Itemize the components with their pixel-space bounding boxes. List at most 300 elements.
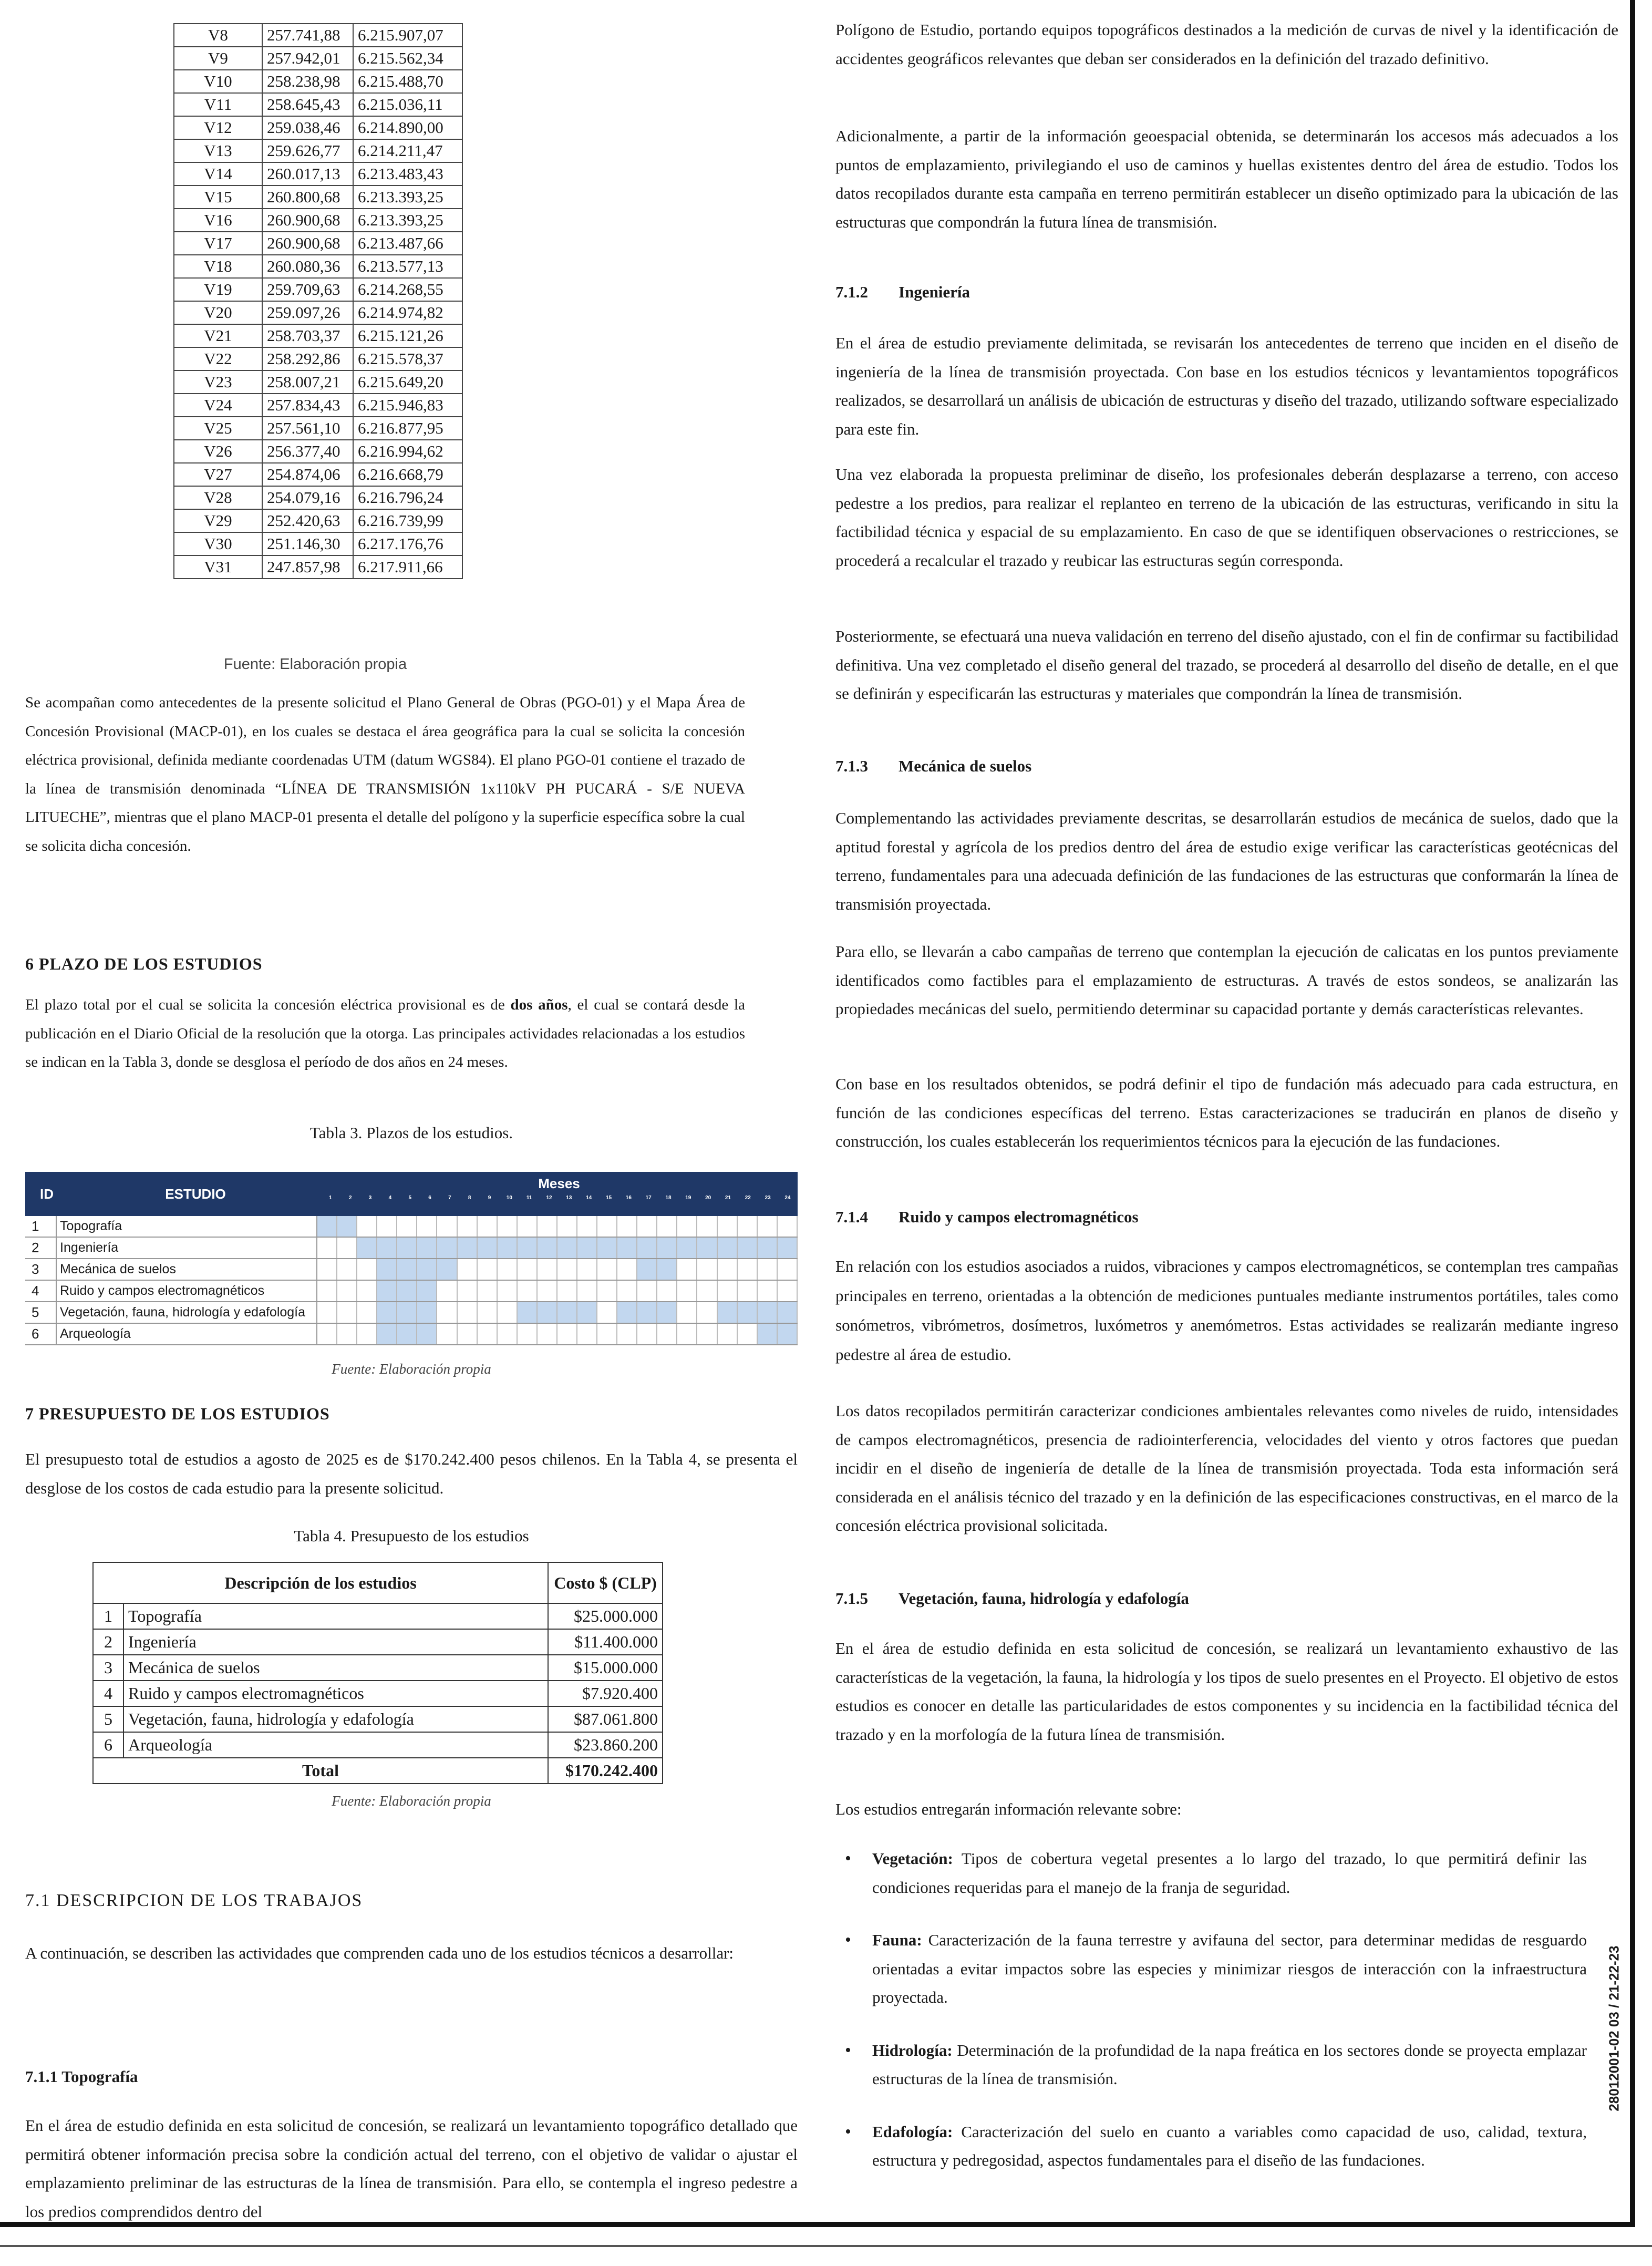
gantt-month-label: 12	[546, 1195, 552, 1201]
coord-north: 6.214.890,00	[353, 116, 462, 139]
gantt-cell	[738, 1216, 758, 1237]
gantt-cell	[738, 1302, 758, 1323]
gantt-cell	[617, 1302, 637, 1323]
gantt-month-label: 17	[645, 1195, 652, 1201]
vegetacion-p1: En el área de estudio definida en esta solicitud de concesión, se realizará un levantamiento exhaustivo de las características de la vegetación, la fauna, la hidrología y los tipos de suelo presentes en el Proyecto. El objetivo de estos estudios es conocer en detalle las particularidades de estos componentes y su incidencia en la factibilidad técnica del trazado y en la morfología de la futura línea de transmisión.	[835, 1639, 1618, 1744]
gantt-cell	[778, 1259, 798, 1280]
coords-row	[174, 186, 462, 209]
gantt-cell	[597, 1281, 617, 1301]
gantt-row-id: 4	[25, 1281, 57, 1301]
gantt-cell	[417, 1281, 437, 1301]
coord-north: 6.213.393,25	[353, 186, 462, 209]
coord-east: 260.900,68	[262, 209, 353, 232]
vertex-id: V8	[174, 24, 262, 47]
budget-row-cost: $25.000.000	[548, 1603, 663, 1629]
gantt-cell	[718, 1324, 738, 1344]
coord-east: 247.857,98	[262, 555, 353, 579]
gantt-cell	[718, 1259, 738, 1280]
budget-row-description: Ruido y campos electromagnéticos	[123, 1681, 548, 1706]
vertex-id: V28	[174, 486, 262, 509]
gantt-cell	[778, 1281, 798, 1301]
gantt-cell	[518, 1302, 538, 1323]
gantt-cell	[337, 1238, 357, 1258]
gantt-cell	[557, 1216, 577, 1237]
gantt-cell	[377, 1259, 397, 1280]
section-7-1-heading: 7.1 DESCRIPCION DE LOS TRABAJOS	[25, 1891, 363, 1910]
gantt-header-id: ID	[40, 1186, 54, 1202]
gantt-cell	[738, 1281, 758, 1301]
vertex-id: V9	[174, 47, 262, 70]
coords-row	[174, 417, 462, 440]
gantt-cell	[597, 1324, 617, 1344]
gantt-cell	[437, 1216, 457, 1237]
coords-row	[174, 255, 462, 278]
section-6-paragraph: El plazo total por el cual se solicita la concesión eléctrica provisional es de dos años, el cual se contará desde la publicación en el Diario Oficial de la resolución que la otorga. Las principales actividades relacionadas a los estudios se indican en la Tabla 3, donde se desglosa el período de dos años en 24 meses.	[25, 996, 745, 1070]
coord-east: 258.703,37	[262, 324, 353, 347]
gantt-cell	[778, 1302, 798, 1323]
gantt-cell	[357, 1259, 377, 1280]
studies-bullet-list	[835, 1845, 1587, 2175]
gantt-month-label: 7	[448, 1195, 451, 1201]
gantt-cell	[677, 1259, 697, 1280]
gantt-row	[25, 1238, 798, 1259]
gantt-month-label: 22	[745, 1195, 751, 1201]
gantt-cell	[458, 1302, 478, 1323]
gantt-cell	[377, 1216, 397, 1237]
gantt-cell	[538, 1259, 557, 1280]
gantt-cell	[337, 1259, 357, 1280]
gantt-cell	[498, 1324, 518, 1344]
gantt-cell	[317, 1259, 337, 1280]
budget-row-description: Mecánica de suelos	[123, 1655, 548, 1681]
table-3-source: Fuente: Elaboración propia	[332, 1361, 491, 1377]
gantt-cell	[437, 1324, 457, 1344]
budget-row	[93, 1732, 663, 1758]
vertex-id: V31	[174, 555, 262, 579]
budget-row-description: Topografía	[123, 1603, 548, 1629]
gantt-cell	[518, 1324, 538, 1344]
gantt-cell	[617, 1259, 637, 1280]
gantt-cell	[417, 1238, 437, 1258]
section-7-heading: 7 PRESUPUESTO DE LOS ESTUDIOS	[25, 1404, 330, 1423]
gantt-row-id: 2	[25, 1238, 57, 1258]
study-bullet-text: Caracterización de la fauna terrestre y avifauna del sector, para determinar medidas de resguardo orientadas a evitar impactos sobre las especies y minimizar riesgos de interacción con la infraestructura proyectada.	[872, 1931, 1587, 2006]
budget-row	[93, 1706, 663, 1732]
gantt-month-label: 20	[705, 1195, 711, 1201]
gantt-cell	[357, 1324, 377, 1344]
coords-row	[174, 486, 462, 509]
coord-east: 258.007,21	[262, 370, 353, 394]
study-bullet-item	[835, 1845, 1587, 1902]
gantt-cell	[417, 1302, 437, 1323]
gantt-month-label: 21	[725, 1195, 731, 1201]
gantt-month-label: 5	[408, 1195, 411, 1201]
coords-table-source: Fuente: Elaboración propia	[223, 656, 407, 673]
gantt-cell	[637, 1259, 657, 1280]
gantt-cell	[317, 1238, 337, 1258]
gantt-cell	[657, 1302, 677, 1323]
gantt-cell	[498, 1259, 518, 1280]
section-7-1-1-heading: 7.1.1 Topografía	[25, 2067, 138, 2086]
coords-row	[174, 555, 462, 579]
vertex-id: V30	[174, 532, 262, 555]
gantt-cell	[677, 1216, 697, 1237]
gantt-cell	[498, 1216, 518, 1237]
gantt-cell	[377, 1281, 397, 1301]
gantt-month-label: 14	[586, 1195, 592, 1201]
gantt-cell	[758, 1216, 778, 1237]
vertex-id: V10	[174, 70, 262, 93]
budget-row-number: 4	[93, 1681, 123, 1706]
coords-row	[174, 463, 462, 486]
coord-north: 6.214.974,82	[353, 301, 462, 324]
accesos-paragraph: Adicionalmente, a partir de la información geoespacial obtenida, se determinarán los accesos más adecuados a los puntos de emplazamiento, privilegiando el uso de caminos y huellas existentes dentro del área de estudio. Todos los datos recopilados durante esta campaña en terreno permitirán establecer un diseño optimizado para la ubicación de las estructuras que compondrán la futura línea de transmisión.	[835, 127, 1618, 231]
page-frame-right	[1630, 0, 1635, 2227]
gantt-header-months: Meses	[538, 1175, 580, 1191]
gantt-cell	[397, 1216, 417, 1237]
gantt-cell	[458, 1216, 478, 1237]
gantt-month-label: 6	[428, 1195, 431, 1201]
study-bullet-term: Edafología:	[872, 2122, 953, 2141]
gantt-cell	[657, 1281, 677, 1301]
gantt-cell	[377, 1238, 397, 1258]
page-footer-line	[0, 2245, 1652, 2247]
gantt-cell	[337, 1281, 357, 1301]
gantt-cell	[377, 1324, 397, 1344]
budget-header-cost: Costo $ (CLP)	[548, 1562, 663, 1603]
gantt-cell	[458, 1259, 478, 1280]
gantt-row-study: Ingeniería	[57, 1238, 317, 1258]
coord-east: 260.900,68	[262, 232, 353, 255]
gantt-cell	[758, 1259, 778, 1280]
gantt-cell	[478, 1259, 498, 1280]
gantt-cell	[738, 1238, 758, 1258]
coord-east: 258.238,98	[262, 70, 353, 93]
ruido-p1: En relación con los estudios asociados a ruidos, vibraciones y campos electromagnéticos, se contemplan tres campañas principales en terreno, orientadas a la obtención de mediciones puntuales mediante instrumentos portátiles, tales como sonómetros, vibrómetros, dosímetros, luxómetros y anemómetros. Estas actividades se realizarán mediante ingreso pedestre al área de estudio.	[835, 1257, 1618, 1364]
gantt-row	[25, 1216, 798, 1238]
gantt-cell	[597, 1216, 617, 1237]
gantt-cell	[778, 1238, 798, 1258]
gantt-cell	[557, 1259, 577, 1280]
section-7-1-paragraph: A continuación, se describen las actividades que comprenden cada uno de los estudios técnicos a desarrollar:	[25, 1944, 734, 1962]
gantt-month-label: 1	[329, 1195, 332, 1201]
coord-north: 6.216.994,62	[353, 440, 462, 463]
coord-east: 260.800,68	[262, 186, 353, 209]
gantt-cell	[758, 1324, 778, 1344]
section-7-1-3-heading: 7.1.3 Mecánica de suelos	[835, 757, 1032, 775]
coord-east: 259.097,26	[262, 301, 353, 324]
budget-row-cost: $7.920.400	[548, 1681, 663, 1706]
budget-row	[93, 1603, 663, 1629]
gantt-cell	[317, 1216, 337, 1237]
gantt-cell	[738, 1259, 758, 1280]
gantt-cell	[657, 1259, 677, 1280]
budget-table	[92, 1562, 663, 1784]
study-bullet-text: Caracterización del suelo en cuanto a variables como capacidad de uso, calidad, textura, estructura y pedregosidad, aspectos fundamentales para el diseño de las fundaciones.	[872, 2122, 1587, 2169]
coord-east: 252.420,63	[262, 509, 353, 532]
gantt-cell	[617, 1324, 637, 1344]
gantt-cell	[458, 1324, 478, 1344]
coord-north: 6.215.036,11	[353, 93, 462, 116]
vertex-id: V14	[174, 162, 262, 186]
coords-row	[174, 370, 462, 394]
gantt-cell	[697, 1259, 717, 1280]
gantt-cell	[498, 1281, 518, 1301]
vertex-id: V18	[174, 255, 262, 278]
gantt-cell	[697, 1324, 717, 1344]
ingenieria-p3: Posteriormente, se efectuará una nueva validación en terreno del diseño ajustado, con el fin de confirmar su factibilidad definitiva. Una vez completado el diseño general del trazado, se procederá al desarrollo del diseño de detalle, en el que se definirán y especificarán las estructuras y materiales que compondrán la línea de transmisión.	[835, 627, 1618, 703]
coord-north: 6.214.268,55	[353, 278, 462, 301]
coords-row	[174, 347, 462, 370]
coords-row	[174, 301, 462, 324]
gantt-cell	[357, 1238, 377, 1258]
mecanica-p1: Complementando las actividades previamente descritas, se desarrollarán estudios de mecánica de suelos, dado que la aptitud forestal y agrícola de los predios dentro del área de estudio exige verificar las características geotécnicas del terreno, fundamentales para una adecuada definición de las fundaciones de las estructuras que conformarán la línea de transmisión proyectada.	[835, 809, 1618, 913]
gantt-month-label: 19	[685, 1195, 691, 1201]
gantt-cell	[557, 1238, 577, 1258]
coords-row	[174, 278, 462, 301]
vertex-id: V22	[174, 347, 262, 370]
study-bullet-term: Vegetación:	[872, 1849, 953, 1868]
gantt-cell	[597, 1259, 617, 1280]
gantt-cell	[478, 1302, 498, 1323]
gantt-cell	[417, 1324, 437, 1344]
gantt-cell	[657, 1324, 677, 1344]
coord-north: 6.215.907,07	[353, 24, 462, 47]
vertex-id: V12	[174, 116, 262, 139]
gantt-cell	[677, 1238, 697, 1258]
gantt-cell	[617, 1238, 637, 1258]
coord-north: 6.216.877,95	[353, 417, 462, 440]
section-6-heading: 6 PLAZO DE LOS ESTUDIOS	[25, 954, 263, 973]
coord-north: 6.213.577,13	[353, 255, 462, 278]
coord-east: 259.038,46	[262, 116, 353, 139]
gantt-cell	[437, 1281, 457, 1301]
gantt-row	[25, 1302, 798, 1324]
vertex-id: V13	[174, 139, 262, 162]
gantt-cell	[677, 1324, 697, 1344]
gantt-cell	[637, 1281, 657, 1301]
gantt-row-study: Arqueología	[57, 1324, 317, 1344]
coord-north: 6.215.946,83	[353, 394, 462, 417]
gantt-cell	[738, 1324, 758, 1344]
section-7-1-1-paragraph: En el área de estudio definida en esta solicitud de concesión, se realizará un levantamiento topográfico detallado que permitirá obtener información precisa sobre la condición actual del terreno, con el objetivo de validar o ajustar el emplazamiento preliminar de las estructuras de la línea de transmisión. Para ello, se contempla el ingreso pedestre a los predios comprendidos dentro del	[25, 2116, 798, 2221]
coords-row	[174, 394, 462, 417]
gantt-cell	[697, 1216, 717, 1237]
gantt-cell	[577, 1281, 597, 1301]
gantt-header-study: ESTUDIO	[165, 1186, 226, 1202]
gantt-cell	[677, 1302, 697, 1323]
gantt-month-label: 16	[625, 1195, 632, 1201]
gantt-cell	[458, 1238, 478, 1258]
gantt-cell	[337, 1216, 357, 1237]
gantt-cell	[478, 1281, 498, 1301]
gantt-row-study: Topografía	[57, 1216, 317, 1237]
budget-row-cost: $87.061.800	[548, 1706, 663, 1732]
gantt-cell	[637, 1324, 657, 1344]
coords-row	[174, 440, 462, 463]
gantt-row	[25, 1324, 798, 1345]
coord-north: 6.213.393,25	[353, 209, 462, 232]
gantt-cell	[478, 1324, 498, 1344]
gantt-month-numbers	[321, 1195, 798, 1216]
gantt-month-label: 18	[665, 1195, 672, 1201]
coord-north: 6.216.739,99	[353, 509, 462, 532]
budget-row-number: 2	[93, 1629, 123, 1655]
gantt-cell	[437, 1259, 457, 1280]
gantt-row-id: 6	[25, 1324, 57, 1344]
gantt-month-label: 3	[368, 1195, 372, 1201]
gantt-month-label: 4	[388, 1195, 392, 1201]
gantt-row-study: Ruido y campos electromagnéticos	[57, 1281, 317, 1301]
vertex-id: V21	[174, 324, 262, 347]
gantt-row-id: 5	[25, 1302, 57, 1323]
section-7-1-2-heading: 7.1.2 Ingeniería	[835, 283, 970, 301]
gantt-cell	[397, 1302, 417, 1323]
gantt-cell	[397, 1259, 417, 1280]
gantt-cell	[478, 1216, 498, 1237]
vegetacion-p2: Los estudios entregarán información relevante sobre:	[835, 1800, 1182, 1818]
coord-north: 6.213.487,66	[353, 232, 462, 255]
budget-row	[93, 1681, 663, 1706]
coord-east: 260.017,13	[262, 162, 353, 186]
study-bullet-text: Determinación de la profundidad de la napa freática en los sectores donde se proyecta emplazar estructuras de la línea de transmisión.	[872, 2041, 1587, 2088]
gantt-month-label: 13	[566, 1195, 572, 1201]
gantt-cell	[518, 1216, 538, 1237]
vertex-id: V16	[174, 209, 262, 232]
gantt-cell	[758, 1302, 778, 1323]
coord-east: 254.874,06	[262, 463, 353, 486]
gantt-cell	[597, 1238, 617, 1258]
mecanica-p3: Con base en los resultados obtenidos, se podrá definir el tipo de fundación más adecuado para cada estructura, en función de las condiciones específicas del terreno. Estas caracterizaciones se traducirán en planos de diseño y construcción, los cuales establecerán los requerimientos técnicos para la ejecución de las fundaciones.	[835, 1075, 1618, 1150]
table-4-source: Fuente: Elaboración propia	[332, 1793, 491, 1809]
gantt-month-label: 23	[765, 1195, 771, 1201]
coord-east: 257.942,01	[262, 47, 353, 70]
coord-north: 6.215.488,70	[353, 70, 462, 93]
budget-row-description: Arqueología	[123, 1732, 548, 1758]
gantt-row-study: Vegetación, fauna, hidrología y edafología	[57, 1302, 317, 1323]
vertex-id: V15	[174, 186, 262, 209]
coords-row	[174, 232, 462, 255]
budget-total-row	[93, 1758, 663, 1784]
coord-east: 257.834,43	[262, 394, 353, 417]
gantt-cell	[458, 1281, 478, 1301]
budget-row	[93, 1629, 663, 1655]
budget-row-description: Ingeniería	[123, 1629, 548, 1655]
coord-north: 6.213.483,43	[353, 162, 462, 186]
gantt-month-label: 11	[526, 1195, 532, 1201]
budget-row-number: 1	[93, 1603, 123, 1629]
mecanica-p2: Para ello, se llevarán a cabo campañas de terreno que contemplan la ejecución de calicatas en los puntos previamente identificados como factibles para el emplazamiento de estructuras. A través de estos sondeos, se analizarán las propiedades mecánicas del suelo, permitiendo determinar su capacidad portante y demás características relevantes.	[835, 942, 1618, 1018]
coord-north: 6.216.668,79	[353, 463, 462, 486]
gantt-cell	[337, 1324, 357, 1344]
gantt-cell	[577, 1259, 597, 1280]
vertex-id: V29	[174, 509, 262, 532]
gantt-cell	[577, 1302, 597, 1323]
coords-row	[174, 209, 462, 232]
coord-east: 258.645,43	[262, 93, 353, 116]
ingenieria-p2: Una vez elaborada la propuesta preliminar de diseño, los profesionales deberán desplazarse a terreno, con acceso pedestre a los predios, para realizar el replanteo en terreno de la ubicación de las estructuras, verificando in situ la factibilidad técnica y espacial de su emplazamiento. En caso de que se identifiquen observaciones o restricciones, se procederá a recalcular el trazado y reubicar las estructuras según corresponda.	[835, 465, 1618, 570]
gantt-cell	[397, 1281, 417, 1301]
gantt-cell	[317, 1302, 337, 1323]
study-bullet-term: Hidrología:	[872, 2041, 953, 2059]
gantt-month-label: 8	[468, 1195, 471, 1201]
budget-row-number: 3	[93, 1655, 123, 1681]
coord-east: 254.079,16	[262, 486, 353, 509]
vertex-id: V26	[174, 440, 262, 463]
gantt-cell	[697, 1238, 717, 1258]
study-bullet-item	[835, 2118, 1587, 2175]
gantt-cell	[697, 1281, 717, 1301]
gantt-cell	[478, 1238, 498, 1258]
budget-row-cost: $11.400.000	[548, 1629, 663, 1655]
budget-row-cost: $15.000.000	[548, 1655, 663, 1681]
gantt-cell	[718, 1216, 738, 1237]
study-bullet-text: Tipos de cobertura vegetal presentes a lo largo del trazado, lo que permitirá definir las condiciones requeridas para el manejo de la franja de seguridad.	[872, 1849, 1587, 1897]
coord-north: 6.215.562,34	[353, 47, 462, 70]
gantt-cell	[577, 1216, 597, 1237]
study-bullet-item	[835, 2036, 1587, 2094]
gantt-cell	[498, 1302, 518, 1323]
gantt-cell	[577, 1238, 597, 1258]
gantt-cell	[718, 1302, 738, 1323]
gantt-cell	[317, 1324, 337, 1344]
gantt-cell	[357, 1302, 377, 1323]
vertex-id: V27	[174, 463, 262, 486]
budget-row-number: 5	[93, 1706, 123, 1732]
gantt-cell	[417, 1216, 437, 1237]
coords-row	[174, 24, 462, 47]
gantt-cell	[317, 1281, 337, 1301]
ruido-p2: Los datos recopilados permitirán caracterizar condiciones ambientales relevantes como niveles de ruido, intensidades de campos electromagnéticos, presencia de radiointerferencia, velocidades del viento y otros factores que puedan incidir en el diseño de ingeniería de detalle de la línea de transmisión proyectada. Toda esta información será considerada en el análisis técnico del trazado y en la definición de las especificaciones constructivas, en el marco de la concesión eléctrica provisional solicitada.	[835, 1402, 1618, 1534]
coord-north: 6.215.121,26	[353, 324, 462, 347]
gantt-cell	[397, 1324, 417, 1344]
coord-east: 260.080,36	[262, 255, 353, 278]
gantt-cell	[617, 1281, 637, 1301]
coord-east: 259.709,63	[262, 278, 353, 301]
gantt-cell	[538, 1238, 557, 1258]
gantt-row-id: 1	[25, 1216, 57, 1237]
vertical-stamp: 28012001-02 03 / 21-22-23	[1606, 1945, 1622, 2112]
gantt-cell	[597, 1302, 617, 1323]
gantt-cell	[417, 1259, 437, 1280]
coords-row	[174, 70, 462, 93]
coords-row	[174, 532, 462, 555]
gantt-cell	[538, 1281, 557, 1301]
gantt-month-label: 10	[506, 1195, 512, 1201]
gantt-cell	[617, 1216, 637, 1237]
gantt-cell	[718, 1238, 738, 1258]
gantt-cell	[778, 1324, 798, 1344]
gantt-month-label: 15	[605, 1195, 612, 1201]
coords-row	[174, 93, 462, 116]
study-schedule-gantt	[25, 1172, 798, 1345]
study-bullet-item	[835, 1926, 1587, 2012]
coord-north: 6.217.911,66	[353, 555, 462, 579]
gantt-row-id: 3	[25, 1259, 57, 1280]
vertex-id: V25	[174, 417, 262, 440]
coords-row	[174, 139, 462, 162]
coord-east: 256.377,40	[262, 440, 353, 463]
coords-row	[174, 324, 462, 347]
topografia-continued: Polígono de Estudio, portando equipos topográficos destinados a la medición de curvas de nivel y la identificación de accidentes geográficos relevantes que deban ser considerados en la definición del trazado definitivo.	[835, 20, 1618, 68]
gantt-cell	[697, 1302, 717, 1323]
gantt-month-label: 24	[784, 1195, 791, 1201]
coord-east: 257.561,10	[262, 417, 353, 440]
gantt-cell	[357, 1281, 377, 1301]
coord-north: 6.216.796,24	[353, 486, 462, 509]
gantt-cell	[778, 1216, 798, 1237]
gantt-row-study: Mecánica de suelos	[57, 1259, 317, 1280]
